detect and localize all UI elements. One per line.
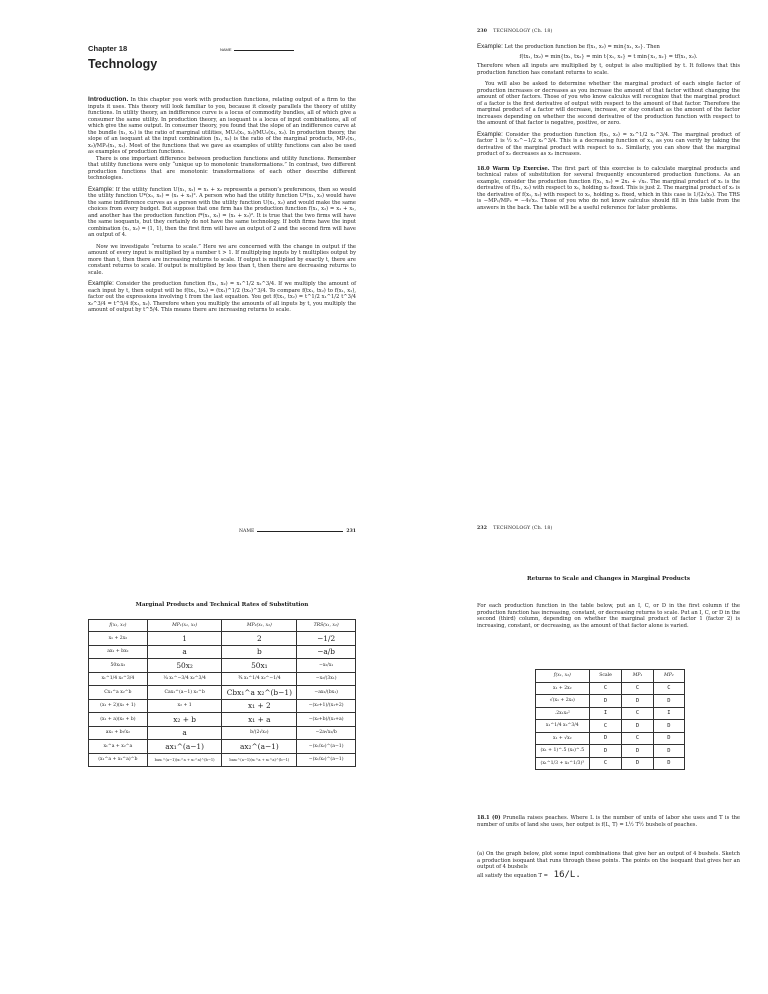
cell: 1 xyxy=(147,632,222,646)
name-field[interactable]: NAME xyxy=(220,46,294,52)
warmup-text: The first part of this exercise is to calculate marginal products and technical rates of substitution for several frequently encountered production functions. As an example, consider the production function f(x₁, x₂) = 2x₁ + √x₂. The marginal product of x₁ is the derivative of f(x₁, x₂) with respect to x₁, holding x₂ fixed. This is just 2. The marginal product of x₂ is the derivative of f(x₁, x₂) with respect to x₂, holding x₁ fixed, which in this case is 1/(2√x₂). The TRS is −MP₁/MP₂ = −4√x₂. Those of you who do not know calculus should fill in this table from the answers in the back. The table will be a useful reference for later problems. xyxy=(477,165,740,211)
returns-to-scale-table xyxy=(535,669,685,770)
cell: (x₁^a + x₂^a)^b xyxy=(89,753,148,767)
cell: ax₁^(a−1) xyxy=(147,740,222,754)
running-head: 230 TECHNOLOGY (Ch. 18) xyxy=(477,29,553,34)
answer-cell[interactable]: C xyxy=(622,732,653,745)
answer-cell[interactable]: C xyxy=(589,720,622,733)
warmup-label: 18.0 Warm Up Exercise. xyxy=(477,165,550,172)
table-row xyxy=(89,672,356,686)
table-row xyxy=(89,726,356,740)
cell: bax₁^(a−1)(x₁^a + x₂^a)^(b−1) xyxy=(147,753,222,767)
table-title: Returns to Scale and Changes in Marginal Products xyxy=(527,576,690,582)
cell: ax₁ + b√x₂ xyxy=(89,726,148,740)
page-230 xyxy=(384,0,768,497)
col-header: TRS(x₁, x₂) xyxy=(297,620,356,632)
equation-min: f(tx₁, tx₂) = min{tx₁, tx₂} = min t{x₁, x₂} = t min{x₁, x₂} = tf(x₁, x₂). xyxy=(519,53,698,60)
col-header: MP₁ xyxy=(622,670,653,683)
answer-cell[interactable]: D xyxy=(622,720,653,733)
answer-cell[interactable]: D xyxy=(622,695,653,708)
page-232 xyxy=(384,497,768,994)
cell: −(x₂+b)/(x₁+a) xyxy=(297,713,356,727)
para-returns-to-scale: Now we investigate “returns to scale.” Here we are concerned with the change in output if the amount of every input is multiplied by a number t > 1. If multiplying inputs by t multiplies output by more than t, then there are increasing returns to scale. If output is multiplied by exactly t, there are constant returns to scale. If output is multiplied by less than t, then there are decreasing returns to scale. xyxy=(88,243,356,276)
cell: (x₁ + a)(x₂ + b) xyxy=(89,713,148,727)
answer-cell[interactable]: C xyxy=(622,682,653,695)
table-row xyxy=(89,740,356,754)
answer-cell[interactable]: I xyxy=(589,707,622,720)
table-row xyxy=(89,645,356,659)
col-header: f(x₁, x₂) xyxy=(536,670,590,683)
answer-cell[interactable]: D xyxy=(653,720,684,733)
cell: 50x₂ xyxy=(147,659,222,673)
cell: −a/b xyxy=(297,645,356,659)
table-row xyxy=(536,707,685,720)
table-row xyxy=(536,757,685,770)
answer-cell[interactable]: D xyxy=(653,757,684,770)
cell: a xyxy=(147,726,222,740)
answer-cell[interactable]: C xyxy=(589,682,622,695)
table-instructions: For each production function in the table below, put an I, C, or D in the first column if the production function has increasing, constant, or decreasing returns to scale. Put an I, C, or D in the second (third) column, depending on whether the marginal product of factor 1 (factor 2) is increasing, constant, or decreasing, as the amount of that factor alone is varied. xyxy=(477,603,740,629)
example-label: Example: xyxy=(477,43,503,50)
example-label: Example: xyxy=(477,130,503,138)
cell: −(x₂+1)/(x₁+2) xyxy=(297,699,356,713)
cell: −(x₁/x₂)^(a−1) xyxy=(297,740,356,754)
marginal-products-table xyxy=(88,619,356,767)
page2-body xyxy=(477,44,740,211)
answer-cell[interactable]: D xyxy=(653,732,684,745)
cell: a xyxy=(147,645,222,659)
cell: x₁^1/4 x₂^3/4 xyxy=(536,720,590,733)
para-difference: There is one important difference between production functions and utility functions. Remember that utility functions were only “unique up to monotonic transformations.” In contrast, two different production functions that are monotonic transformations of each other describe different technologies. xyxy=(88,155,356,181)
part-a xyxy=(477,851,740,871)
part-a-text: (a) On the graph below, plot some input combinations that give her an output of 4 bushels. Sketch a production isoquant that runs through these points. The points on the isoquant that gives her an output of 4 bushels xyxy=(477,851,740,870)
cell: 50x₁x₂ xyxy=(89,659,148,673)
cell: .2x₁x₂² xyxy=(536,707,590,720)
table-row xyxy=(536,720,685,733)
cell: √(x₁ + 2x₂) xyxy=(536,695,590,708)
intro-text: In this chapter you work with production functions, relating output of a firm to the inputs it uses. This theory will look familiar to you, because it closely parallels the theory of utility functions. In utility theory, an indifference curve is a locus of commodity bundles, all of which give a consumer the same utility. In production theory, an isoquant is a locus of input combinations, all of which give the same output. In consumer theory, you found that the slope of an indifference curve at the bundle (x₁, x₂) is the ratio of marginal utilities, MU₁(x₁, x₂)/MU₂(x₁, x₂). In production theory, the slope of an isoquant at the input combination (x₁, x₂) is the ratio of the marginal products, MP₁(x₁, x₂)/MP₂(x₁, x₂). Most of the functions that we gave as examples of utility functions can also be used as examples of production functions. xyxy=(88,97,356,155)
col-header: Scale xyxy=(589,670,622,683)
answer-cell[interactable]: C xyxy=(653,682,684,695)
part-a-answer-line xyxy=(477,870,740,880)
exercise-18-1 xyxy=(477,815,740,828)
cell: 50x₁ xyxy=(222,659,297,673)
cell: (x₁ + 2)(x₂ + 1) xyxy=(89,699,148,713)
table-row xyxy=(536,682,685,695)
cell: b xyxy=(222,645,297,659)
cell: −2a√x₂/b xyxy=(297,726,356,740)
cell: x₁^a + x₂^a xyxy=(89,740,148,754)
cell: x₁ + 2x₂ xyxy=(536,682,590,695)
example-min-conclusion: Therefore when all inputs are multiplied by t, output is also multiplied by t. It follows that this production function has constant returns to scale. xyxy=(477,63,740,76)
answer-cell[interactable]: C xyxy=(622,707,653,720)
cell: Cx₁^a x₂^b xyxy=(89,686,148,700)
answer-cell[interactable]: D xyxy=(589,745,622,758)
answer-cell[interactable]: D xyxy=(653,745,684,758)
page-231 xyxy=(0,497,384,994)
cell: b/(2√x₂) xyxy=(222,726,297,740)
para-marginal-product: You will also be asked to determine whether the marginal product of each single factor of production increases or decreases as you increase the amount of that factor without changing the amount of other factors. Those of you who know calculus will recognize that the marginal product of a factor is the first derivative of output with respect to the amount of that factor. Therefore the marginal product of a factor will decrease, increase, or stay constant as the amount of the factor increases depending on whether the second derivative of the production function with respect to the amount of that factor is negative, positive, or zero. xyxy=(477,81,740,126)
answer-cell[interactable]: D xyxy=(622,757,653,770)
table-row xyxy=(89,686,356,700)
table-row xyxy=(89,713,356,727)
page-title: Technology xyxy=(88,57,158,71)
example-label: Example: xyxy=(88,280,114,287)
table-row xyxy=(536,695,685,708)
cell: (x₁^1/3 + x₂^1/3)³ xyxy=(536,757,590,770)
cell: x₁^1/4 x₂^3/4 xyxy=(89,672,148,686)
col-header: f(x₁, x₂) xyxy=(89,620,148,632)
col-header: MP₂ xyxy=(653,670,684,683)
cell: Cbx₁^a x₂^(b−1) xyxy=(222,686,297,700)
table-row xyxy=(89,659,356,673)
cell: x₁ + 2 xyxy=(222,699,297,713)
running-head: 232 TECHNOLOGY (Ch. 18) xyxy=(477,526,553,531)
col-header: MP₁(x₁, x₂) xyxy=(147,620,222,632)
answer-cell[interactable]: I xyxy=(653,707,684,720)
example-returns-text: Consider the production function f(x₁, x₂) = x₁^1/2 x₂^3/4. If we multiply the amount of each input by t, then output will be f(tx₁, tx₂) = (tx₁)^1/2 (tx₂)^3/4. To compare f(tx₁, tx₂) to f(x₁, x₂), factor out the expressions involving t from the last equation. You get f(tx₁, tx₂) = t^1/2 x₁^1/2 t^3/4 x₂^3/4 = t^5/4 f(x₁, x₂). Therefore when you multiply the amounts of all inputs by t, you multiply the amount of output by t^5/4. This means there are increasing returns to scale. xyxy=(88,281,356,313)
table-header-row xyxy=(89,620,356,632)
exercise-text: Prunella raises peaches. Where L is the number of units of labor she uses and T is the number of units of land she uses, her output is f(L, T) = L½ T½ bushels of peaches. xyxy=(477,815,740,828)
answer-cell[interactable]: D xyxy=(589,732,622,745)
exercise-label: 18.1 (0) xyxy=(477,815,501,821)
answer-cell[interactable]: D xyxy=(622,745,653,758)
cell: −(x₁/x₂)^(a−1) xyxy=(297,753,356,767)
cell: ¾ x₁^1/4 x₂^−1/4 xyxy=(222,672,297,686)
example-mp-text: Consider the production function f(x₁, x₂) = x₁^1/2 x₂^3/4. The marginal product of factor 1 is ½ x₁^−1/2 x₂^3/4. This is a decreasing function of x₁, as you can verify by taking the derivative of the marginal product with respect to x₁. Similarly, you can show that the marginal product of x₂ decreases as x₂ increases. xyxy=(477,131,740,157)
part-a-answer[interactable]: 16/L. xyxy=(553,870,581,880)
table-row xyxy=(89,632,356,646)
cell: x₁ + √x₂ xyxy=(536,732,590,745)
name-field[interactable]: NAME 231 xyxy=(239,529,356,534)
table-row xyxy=(89,699,356,713)
cell: x₁ + 2x₂ xyxy=(89,632,148,646)
cell: x₂ + 1 xyxy=(147,699,222,713)
table-row xyxy=(89,753,356,767)
cell: −ax₂/(bx₁) xyxy=(297,686,356,700)
chapter-label: Chapter 18 xyxy=(88,44,128,53)
cell: ¼ x₁^−3/4 x₂^3/4 xyxy=(147,672,222,686)
table-row xyxy=(536,732,685,745)
intro-lead: Introduction. xyxy=(88,96,129,103)
cell: (x₁ + 1)^.5 (x₂)^.5 xyxy=(536,745,590,758)
cell: −x₂/(3x₁) xyxy=(297,672,356,686)
answer-cell[interactable]: C xyxy=(589,757,622,770)
cell: −1/2 xyxy=(297,632,356,646)
answer-cell[interactable]: D xyxy=(589,695,622,708)
page-229 xyxy=(0,0,384,497)
cell: Cax₁^(a−1) x₂^b xyxy=(147,686,222,700)
table-row xyxy=(536,745,685,758)
cell: 2 xyxy=(222,632,297,646)
example-min-text: Let the production function be f(x₁, x₂) = min{x₁, x₂}. Then xyxy=(504,44,660,50)
part-a-prompt: all satisfy the equation T = xyxy=(477,873,549,879)
cell: ax₂^(a−1) xyxy=(222,740,297,754)
intro-section xyxy=(88,97,356,314)
cell: x₁ + a xyxy=(222,713,297,727)
example-label: Example: xyxy=(88,185,114,193)
table-header-row xyxy=(536,670,685,683)
example-utility-text: If the utility function U(x₁, x₂) = x₁ + x₂ represents a person’s preferences, then so would the utility function U*(x₁, x₂) = (x₁ + x₂)². A person who had the utility function U*(x₁, x₂) would have the same indifference curves as a person with the utility function U(x₁, x₂) and would make the same choices from every budget. But suppose that one firm has the production function f(x₁, x₂) = x₁ + x₂, and another has the production function f*(x₁, x₂) = (x₁ + x₂)². It is true that the two firms will have the same isoquants, but they certainly do not have the same technology. If both firms have the input combination (x₁, x₂) = (1, 1), then the first firm will have an output of 2 and the second firm will have an output of 4. xyxy=(88,186,356,238)
cell: ax₁ + bx₂ xyxy=(89,645,148,659)
cell: x₂ + b xyxy=(147,713,222,727)
col-header: MP₂(x₁, x₂) xyxy=(222,620,297,632)
cell: −x₂/x₁ xyxy=(297,659,356,673)
table-title: Marginal Products and Technical Rates of Substitution xyxy=(135,602,309,608)
answer-cell[interactable]: D xyxy=(653,695,684,708)
cell: bax₂^(a−1)(x₁^a + x₂^a)^(b−1) xyxy=(222,753,297,767)
